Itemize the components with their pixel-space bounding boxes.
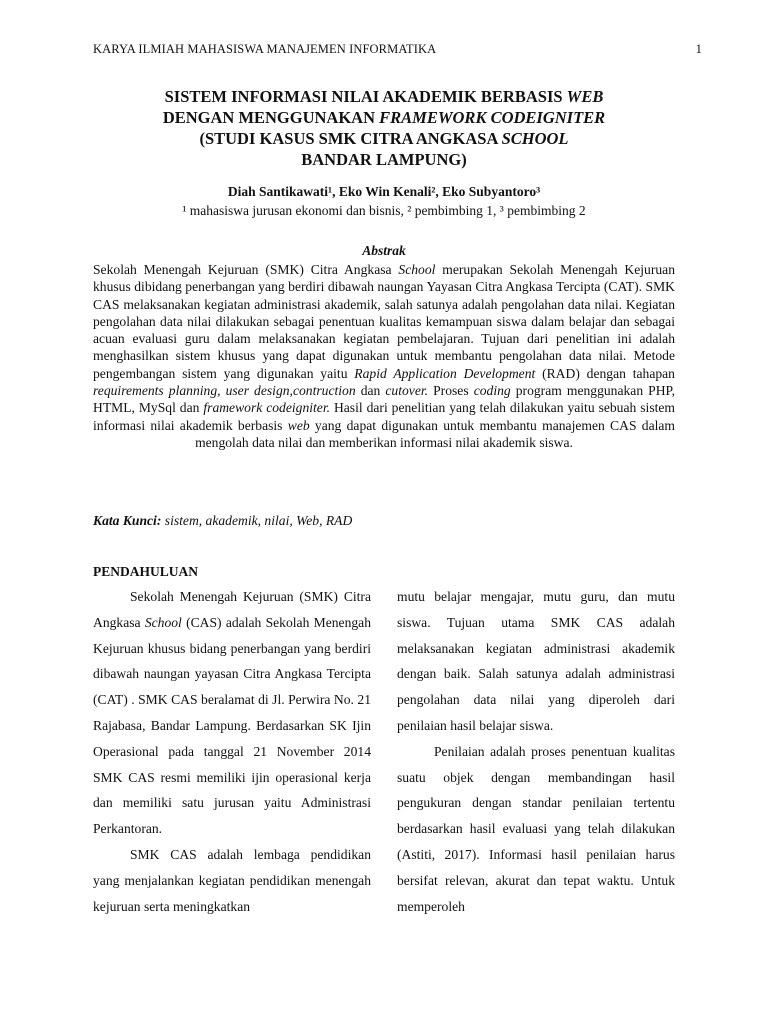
abstract-text-5: Proses <box>428 383 474 399</box>
abstract-italic-5: coding <box>473 383 511 399</box>
abstract-italic-4: cutover. <box>385 383 429 399</box>
abstract-italic-1: School <box>398 262 436 277</box>
abstract-italic-3: requirements planning, user design,contruction <box>93 383 356 399</box>
left-paragraph-1 <box>93 584 371 842</box>
abstract-text-7: Hasil dari penelitian yang telah dilakukan yaitu sebuah sistem informasi nilai akademik berbasis <box>93 400 675 433</box>
left-paragraph-1-text-b: (CAS) adalah Sekolah Menengah Kejuruan khusus bidang penerbangan yang berdiri dibawah naungan yayasan Citra Angkasa Tercipta (CAT) . SMK CAS beralamat di Jl. Perwira No. 21 Rajabasa, Bandar Lampung. Berdasarkan SK Ijin Operasional pada tanggal 21 November 2014 SMK CAS resmi memiliki ijin operasional kerja dan memiliki satu jurusan yaitu Administrasi Perkantoran. <box>93 614 371 837</box>
page-number: 1 <box>695 42 702 56</box>
keywords-label: Kata Kunci: <box>93 513 162 528</box>
left-column <box>93 584 371 919</box>
title-line-2-text: DENGAN MENGGUNAKAN <box>162 108 380 127</box>
abstract-italic-6: framework codeigniter. <box>203 400 331 416</box>
abstract-text-4: dan <box>355 383 386 399</box>
abstract-text-2: merupakan Sekolah Menengah Kejuruan khusus dibidang penerbangan yang berdiri dibawah naungan Yayasan Citra Angkasa Tercipta (CAT). SMK CAS melaksanakan kegiatan administrasi akademik, salah satunya adalah pengolahan data nilai. Kegiatan pengolahan data nilai dilakukan sebagai penentuan kualitas kemampuan siswa dalam belajar dan sebagai acuan evaluasi guru dalam melaksanakan kegiatan pembelajaran. Tujuan dari penelitian ini adalah menghasilkan sistem khusus yang dapat digunakan untuk membantu pengolahan data nilai. Metode pengembangan sistem yang digunakan yaitu <box>93 262 675 381</box>
affiliation-line: ¹ mahasiswa jurusan ekonomi dan bisnis, ² pembimbing 1, ³ pembimbing 2 <box>182 203 586 218</box>
title-line-1 <box>93 86 675 107</box>
left-paragraph-1-italic: School <box>144 614 182 630</box>
title-line-3-text: (STUDI KASUS SMK CITRA ANGKASA <box>199 129 502 148</box>
left-paragraph-2: SMK CAS adalah lembaga pendidikan yang menjalankan kegiatan pendidikan menengah kejuruan serta meningkatkan <box>93 846 371 914</box>
abstract-text-6: program menggunakan PHP, HTML, MySql dan <box>93 383 676 416</box>
author-list: Diah Santikawati¹, Eko Win Kenali², Eko Subyantoro³ <box>227 184 541 199</box>
section-heading: PENDAHULUAN <box>93 564 199 579</box>
title-line-1-text: SISTEM INFORMASI NILAI AKADEMIK BERBASIS <box>164 87 567 106</box>
running-title: KARYA ILMIAH MAHASISWA MANAJEMEN INFORMATIKA <box>93 42 437 56</box>
title-line-4: BANDAR LAMPUNG) <box>301 150 467 169</box>
abstract-text-3: (RAD) dengan tahapan <box>535 365 675 381</box>
abstract-italic-7: web <box>287 417 310 433</box>
right-column <box>397 584 675 919</box>
title-line-1-italic: WEB <box>566 87 604 106</box>
title-line-3-italic: SCHOOL <box>501 129 569 148</box>
keywords-text: sistem, akademik, nilai, Web, RAD <box>161 513 353 528</box>
title-line-2-italic: FRAMEWORK CODEIGNITER <box>379 108 606 127</box>
running-header <box>93 42 702 57</box>
paper-title <box>93 86 675 170</box>
left-paragraph-1-text-a: Sekolah Menengah Kejuruan (SMK) Citra Angkasa <box>93 589 371 630</box>
title-line-3 <box>93 128 675 149</box>
keywords-line <box>93 513 675 529</box>
abstract-body <box>93 261 675 451</box>
title-line-2 <box>93 107 675 128</box>
abstract-text-1: Sekolah Menengah Kejuruan (SMK) Citra Angkasa <box>93 262 399 277</box>
abstract-heading: Abstrak <box>362 243 406 258</box>
abstract-italic-2: Rapid Application Development <box>354 365 536 381</box>
right-paragraph-1: mutu belajar mengajar, mutu guru, dan mutu siswa. Tujuan utama SMK CAS adalah melaksanakan kegiatan administrasi akademik dengan baik. Salah satunya adalah administrasi pengolahan data nilai yang diperoleh dari penilaian hasil belajar siswa. <box>397 589 675 733</box>
right-paragraph-2: Penilaian adalah proses penentuan kualitas suatu objek dengan membandingan hasil pengukuran dengan standar penilaian tertentu berdasarkan hasil evaluasi yang telah dilakukan (Astiti, 2017). Informasi hasil penilaian harus bersifat relevan, akurat dan tepat waktu. Untuk memperoleh <box>397 743 675 914</box>
abstract-text-8: yang dapat digunakan untuk membantu manajemen CAS dalam mengolah data nilai dan memberikan informasi nilai akademik siswa. <box>195 417 675 450</box>
